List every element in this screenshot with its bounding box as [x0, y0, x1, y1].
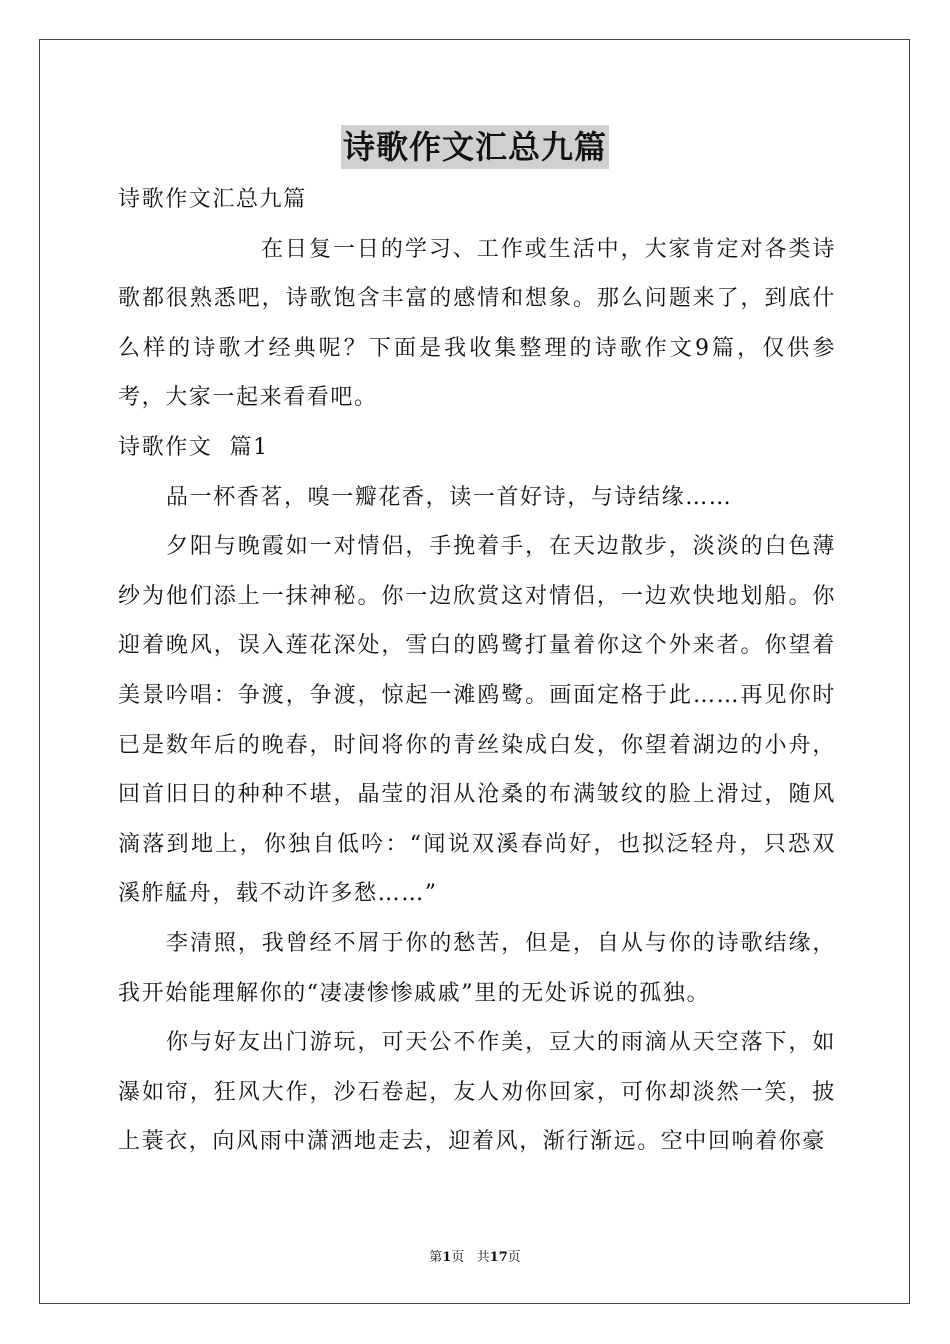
paragraph-4: 你与好友出门游玩，可天公不作美，豆大的雨滴从天空落下，如瀑如帘，狂风大作，沙石卷起，友人劝你回家，可你却淡然一笑，披上蓑衣，向风雨中潇洒地走去，迎着风，渐行渐远。空中回响着你豪: [118, 1030, 836, 1155]
footer-current-page: 1: [442, 1250, 452, 1265]
subtitle: 诗歌作文汇总九篇: [118, 187, 307, 212]
document-title: 诗歌作文汇总九篇: [341, 125, 609, 169]
footer-mid: 页 共: [451, 1250, 490, 1265]
footer-total-pages: 17: [489, 1250, 508, 1265]
intro-paragraph: 在日复一日的学习、工作或生活中，大家肯定对各类诗歌都很熟悉吧，诗歌饱含丰富的感情和想象。那么问题来了，到底什么样的诗歌才经典呢？下面是我收集整理的诗歌作文9篇，仅供参考，大家一起来看看吧。: [118, 236, 836, 411]
section-heading: 诗歌作文 篇1: [118, 434, 269, 460]
document-body: [118, 175, 836, 1167]
title-container: [0, 125, 950, 169]
footer-prefix: 第: [429, 1250, 443, 1265]
paragraph-3: 李清照，我曾经不屑于你的愁苦，但是，自从与你的诗歌结缘，我开始能理解你的“凄凄惨惨戚戚”里的无处诉说的孤独。: [118, 930, 836, 1006]
paragraph-1: 品一杯香茗，嗅一瓣花香，读一首好诗，与诗结缘……: [166, 484, 733, 510]
paragraph-2: 夕阳与晚霞如一对情侣，手挽着手，在天边散步，淡淡的白色薄纱为他们添上一抹神秘。你一边欣赏这对情侣，一边欢快地划船。你迎着晚风，误入莲花深处，雪白的鸥鹭打量着你这个外来者。你望着美景吟唱：争渡，争渡，惊起一滩鸥鹭。画面定格于此……再见你时已是数年后的晚春，时间将你的青丝染成白发，你望着湖边的小舟，回首旧日的种种不堪，晶莹的泪从沧桑的布满皱纹的脸上滑过，随风滴落到地上，你独自低吟：“闻说双溪春尚好，也拟泛轻舟，只恐双溪舴艋舟，载不动许多愁……”: [118, 534, 836, 907]
footer-suffix: 页: [507, 1250, 521, 1265]
page-footer: [0, 1246, 950, 1265]
